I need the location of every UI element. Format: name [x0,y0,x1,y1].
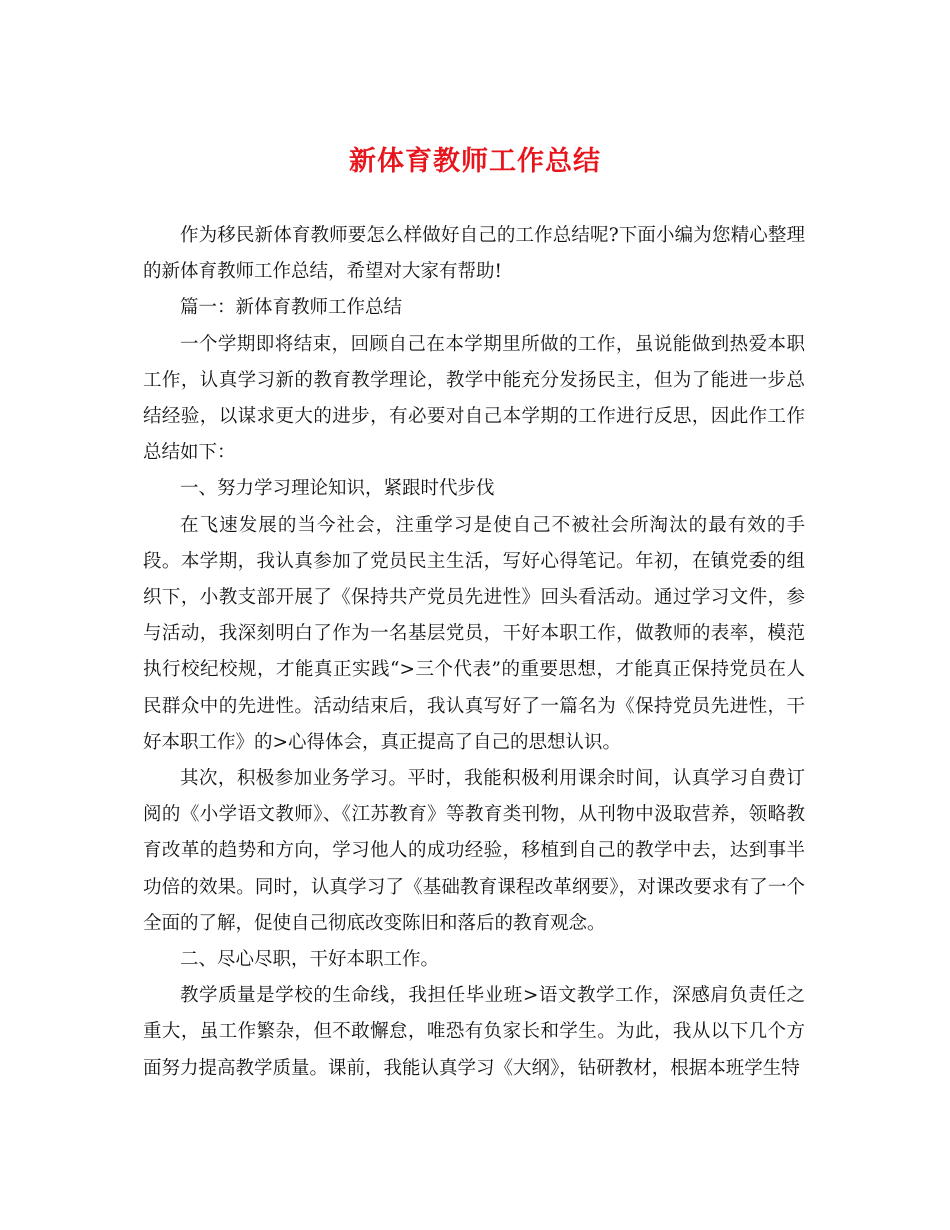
paragraph-heading-two: 二、尽心尽职，干好本职工作。 [180,949,440,971]
document-title: 新体育教师工作总结 [349,146,601,177]
paragraph-intro: 作为移民新体育教师要怎么样做好自己的工作总结呢?下面小编为您精心整理的新体育教师工作总结，希望对大家有帮助! [143,225,805,283]
paragraph-teaching-quality: 教学质量是学校的生命线，我担任毕业班>语文教学工作，深感肩负责任之重大，虽工作繁杂，但不敢懈怠，唯恐有负家长和学生。为此，我从以下几个方面努力提高教学质量。课前，我能认真学习《大纲》，钻研教材，根据本班学生特 [143,985,805,1079]
paragraph-study-theory: 在飞速发展的当今社会，注重学习是使自己不被社会所淘汰的最有效的手段。本学期，我认真参加了党员民主生活，写好心得笔记。年初，在镇党委的组织下，小教支部开展了《保持共产党员先进性》回头看活动。通过学习文件，参与活动，我深刻明白了作为一名基层党员，干好本职工作，做教师的表率，模范执行校纪校规，才能真正实践“>三个代表”的重要思想，才能真正保持党员在人民群众中的先进性。活动结束后，我认真写好了一篇名为《保持党员先进性，干好本职工作》的>心得体会，真正提高了自己的思想认识。 [143,514,805,753]
paragraph-section-heading: 篇一：新体育教师工作总结 [180,297,403,319]
paragraph-heading-one: 一、努力学习理论知识，紧跟时代步伐 [180,478,495,500]
paragraph-overview: 一个学期即将结束，回顾自己在本学期里所做的工作，虽说能做到热爱本职工作，认真学习新的教育教学理论，教学中能充分发扬民主，但为了能进一步总结经验，以谋求更大的进步，有必要对自己本学期的工作进行反思，因此作工作总结如下： [143,333,805,464]
document-body [143,218,805,1087]
paragraph-business-study: 其次，积极参加业务学习。平时，我能积极利用课余时间，认真学习自费订阅的《小学语文教师》、《江苏教育》等教育类刊物，从刊物中汲取营养，领略教育改革的趋势和方向，学习他人的成功经验，移植到自己的教学中去，达到事半功倍的效果。同时，认真学习了《基础教育课程改革纲要》，对课改要求有了一个全面的了解，促使自己彻底改变陈旧和落后的教育观念。 [143,768,805,934]
